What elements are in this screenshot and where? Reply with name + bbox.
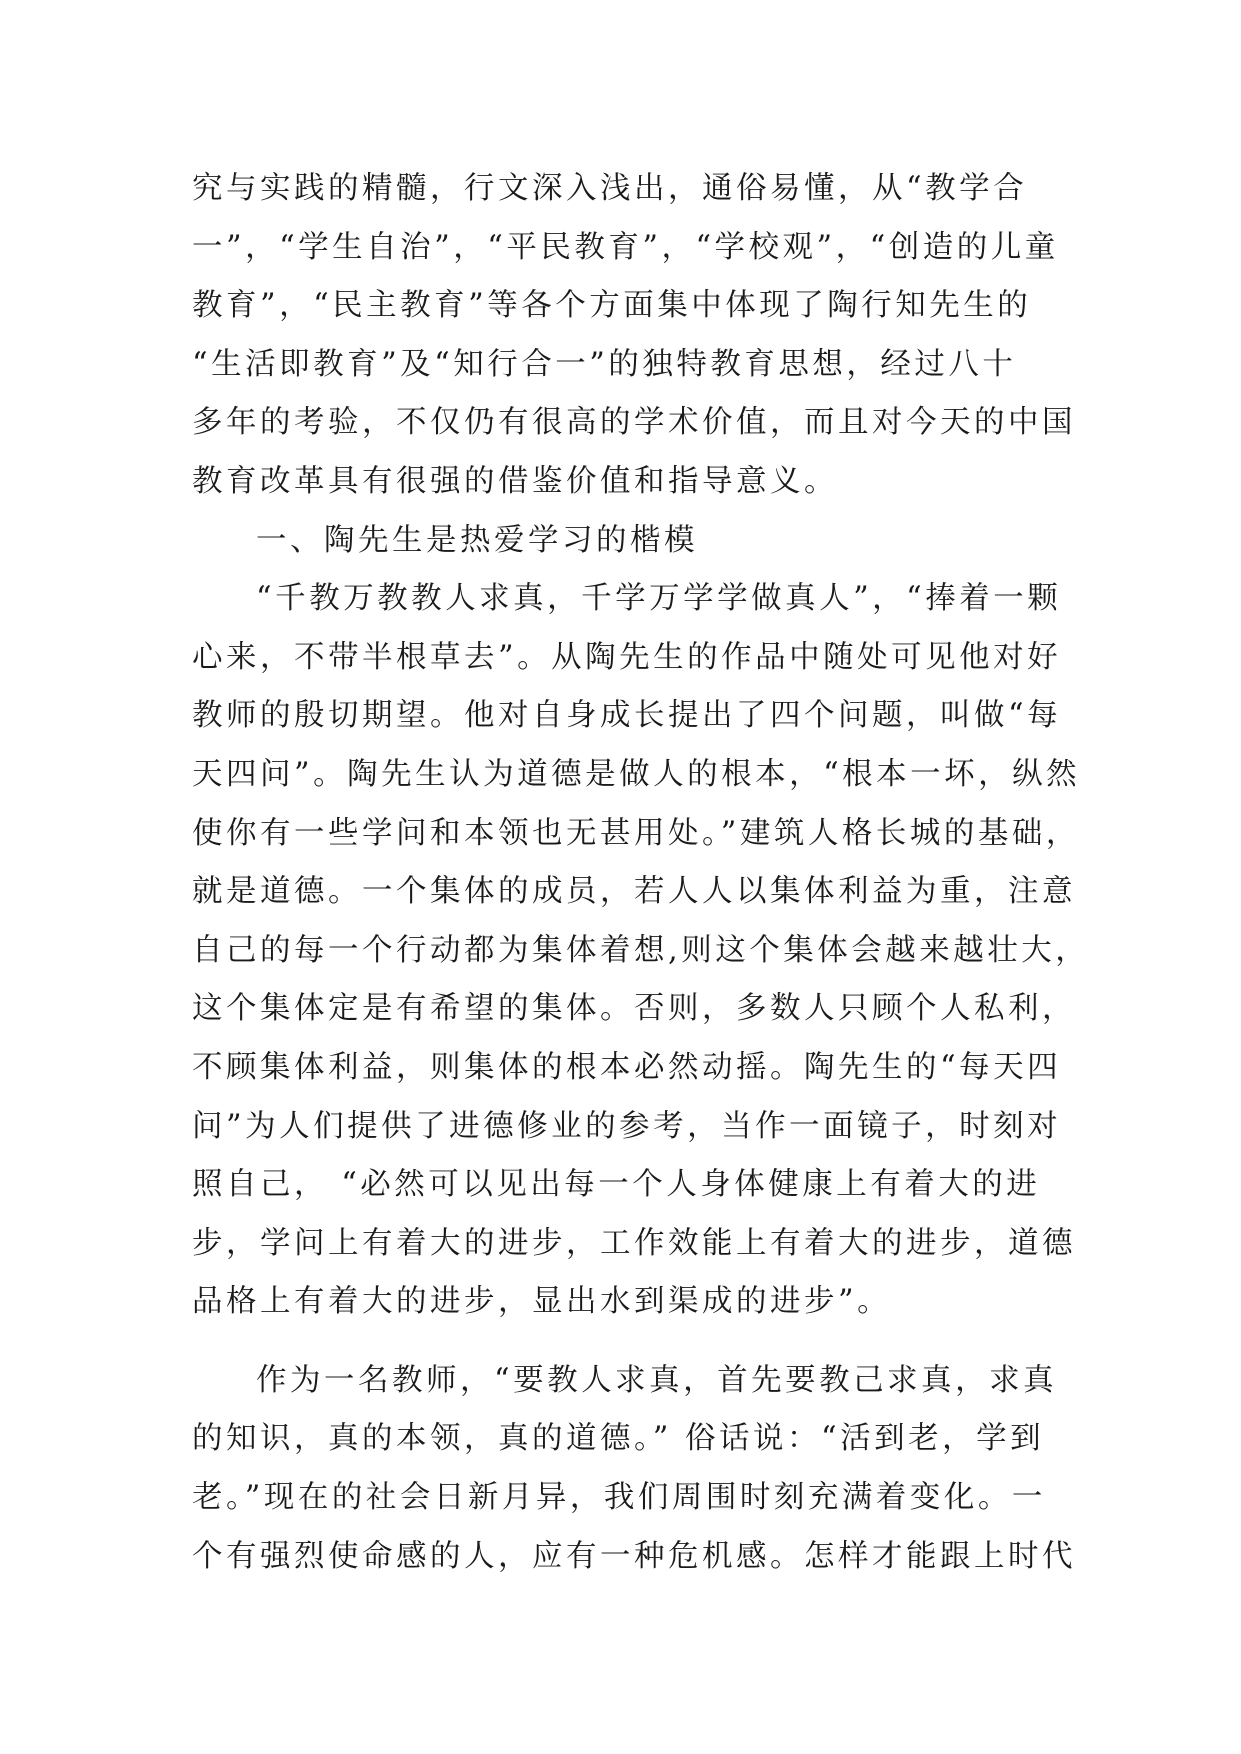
text-line: 照自己， “必然可以见出每一个人身体健康上有着大的进 [192, 1167, 1041, 1203]
text-line: 天四问”。陶先生认为道德是做人的根本，“根本一坏，纵然 [192, 756, 1081, 792]
paragraph-gap [192, 1332, 1052, 1352]
text-line: 多年的考验，不仅仍有很高的学术价值，而且对今天的中国 [192, 405, 1076, 441]
text-line: 不顾集体利益，则集体的根本必然动摇。陶先生的“每天四 [192, 1049, 1062, 1085]
text-line: 个有强烈使命感的人，应有一种危机感。怎样才能跟上时代 [192, 1538, 1076, 1574]
text-line: “生活即教育”及“知行合一”的独特教育思想，经过八十 [192, 346, 1017, 382]
text-line: 自己的每一个行动都为集体着想,则这个集体会越来越壮大， [192, 932, 1090, 968]
text-line: 一”，“学生自治”，“平民教育”，“学校观”，“创造的儿童 [192, 229, 1059, 265]
text-line: 的知识，真的本领，真的道德。” 俗话说：“活到老，学到 [192, 1421, 1045, 1457]
text-line: 步，学问上有着大的进步，工作效能上有着大的进步，道德 [192, 1225, 1076, 1261]
text-line: 教师的殷切期望。他对自身成长提出了四个问题，叫做“每 [192, 698, 1062, 734]
text-line: 品格上有着大的进步，显出水到渠成的进步”。 [192, 1284, 892, 1320]
text-line: “千教万教教人求真，千学万学学做真人”，“捧着一颗 [256, 581, 1062, 617]
text-line: 心来，不带半根草去”。从陶先生的作品中随处可见他对好 [192, 639, 1062, 675]
text-line: 使你有一些学问和本领也无甚用处。”建筑人格长城的基础， [192, 815, 1080, 851]
text-line: 就是道德。一个集体的成员，若人人以集体利益为重，注意 [192, 874, 1076, 910]
text-line: 这个集体定是有希望的集体。否则，多数人只顾个人私利， [192, 991, 1076, 1027]
text-line: 究与实践的精髓，行文深入浅出，通俗易懂，从“教学合 [192, 171, 1028, 206]
section-heading: 一、陶先生是热爱学习的楷模 [256, 522, 698, 558]
text-line: 问”为人们提供了进德修业的参考，当作一面镜子，时刻对 [192, 1108, 1062, 1144]
document-body [192, 160, 1090, 1586]
text-line: 教育改革具有很强的借鉴价值和指导意义。 [192, 463, 838, 499]
text-line: 老。”现在的社会日新月异，我们周围时刻充满着变化。一 [192, 1480, 1046, 1516]
text-line: 教育”，“民主教育”等各个方面集中体现了陶行知先生的 [192, 288, 1032, 324]
text-line: 作为一名教师，“要教人求真，首先要教己求真，求真 [256, 1362, 1058, 1398]
